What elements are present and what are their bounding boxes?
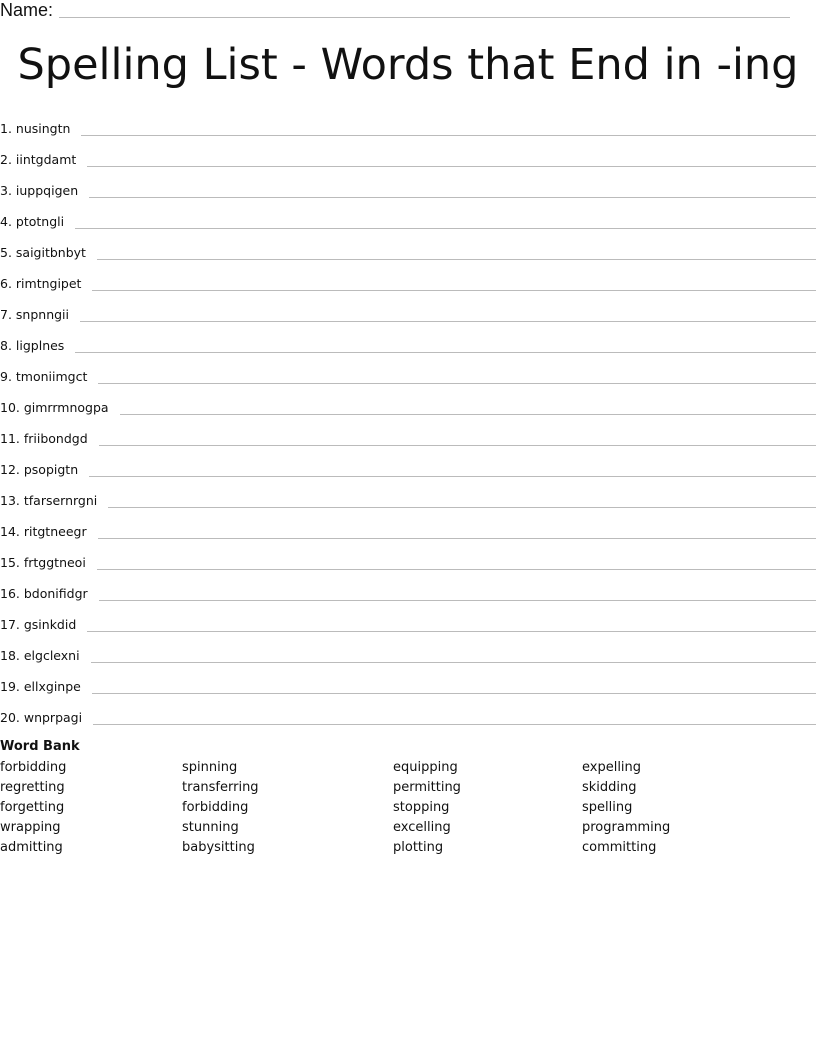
answer-line [120,413,816,415]
answer-line [99,599,816,601]
answer-line [87,630,816,632]
word-bank-word: babysitting [182,840,255,855]
list-item [0,139,816,170]
word-bank-row [0,820,816,840]
scrambled-word: 2. iintgdamt [0,152,77,167]
scrambled-word: 9. tmoniimgct [0,369,88,384]
list-item [0,325,816,356]
word-bank-row [0,760,816,780]
list-item [0,232,816,263]
scrambled-word: 4. ptotngli [0,214,65,229]
word-bank-word: spelling [582,800,633,815]
list-item [0,263,816,294]
scrambled-word: 1. nusingtn [0,121,71,136]
word-bank-row [0,840,816,860]
scrambled-word: 11. friibondgd [0,431,88,446]
word-bank-word: forgetting [0,800,65,815]
scrambled-word: 10. gimrrmnogpa [0,400,109,415]
scrambled-word: 16. bdonifidgr [0,586,88,601]
list-item [0,108,816,139]
scrambled-word: 14. ritgtneegr [0,524,87,539]
word-bank-word: skidding [582,780,637,795]
word-bank-word: excelling [393,820,451,835]
scrambled-word: 19. ellxginpe [0,679,81,694]
list-item [0,387,816,418]
word-bank-word: forbidding [0,760,67,775]
word-bank-word: stunning [182,820,239,835]
name-blank-line [59,16,790,18]
word-bank-word: wrapping [0,820,61,835]
scrambled-word: 18. elgclexni [0,648,80,663]
answer-line [80,320,816,322]
name-field-row [0,0,790,20]
word-bank [0,760,816,860]
list-item [0,201,816,232]
word-bank-word: regretting [0,780,65,795]
scrambled-word: 6. rimtngipet [0,276,82,291]
word-bank-word: forbidding [182,800,249,815]
word-bank-word: programming [582,820,671,835]
scrambled-word: 17. gsinkdid [0,617,77,632]
page-title: Spelling List - Words that End in -ing [17,40,799,90]
answer-line [92,289,816,291]
answer-line [98,537,816,539]
list-item [0,294,816,325]
list-item [0,418,816,449]
answer-line [97,568,816,570]
scrambled-word: 7. snpnngii [0,307,69,322]
word-bank-row [0,800,816,820]
scrambled-word: 8. ligplnes [0,338,65,353]
list-item [0,604,816,635]
word-bank-word: permitting [393,780,461,795]
scrambled-word: 20. wnprpagi [0,710,83,725]
scrambled-word: 12. psopigtn [0,462,79,477]
answer-line [92,692,816,694]
word-bank-title: Word Bank [0,739,80,754]
answer-line [91,661,816,663]
list-item [0,635,816,666]
list-item [0,449,816,480]
word-bank-word: equipping [393,760,458,775]
answer-line [99,444,816,446]
scrambled-word: 13. tfarsernrgni [0,493,98,508]
answer-line [81,134,816,136]
answer-line [89,196,816,198]
answer-line [75,227,816,229]
scrambled-word: 3. iuppqigen [0,183,79,198]
list-item [0,170,816,201]
list-item [0,573,816,604]
scrambled-word: 5. saigitbnbyt [0,245,86,260]
list-item [0,666,816,697]
word-bank-word: expelling [582,760,642,775]
answer-line [97,258,816,260]
word-bank-word: spinning [182,760,238,775]
answer-line [87,165,816,167]
word-bank-word: committing [582,840,657,855]
answer-line [108,506,816,508]
word-bank-row [0,780,816,800]
word-bank-word: stopping [393,800,450,815]
scrambled-word-list [0,108,816,728]
word-bank-word: admitting [0,840,63,855]
list-item [0,511,816,542]
list-item [0,542,816,573]
word-bank-word: transferring [182,780,259,795]
word-bank-word: plotting [393,840,444,855]
answer-line [75,351,816,353]
list-item [0,480,816,511]
list-item [0,697,816,728]
answer-line [93,723,816,725]
answer-line [89,475,816,477]
name-label: Name: [0,0,54,20]
list-item [0,356,816,387]
answer-line [98,382,816,384]
scrambled-word: 15. frtggtneoi [0,555,86,570]
